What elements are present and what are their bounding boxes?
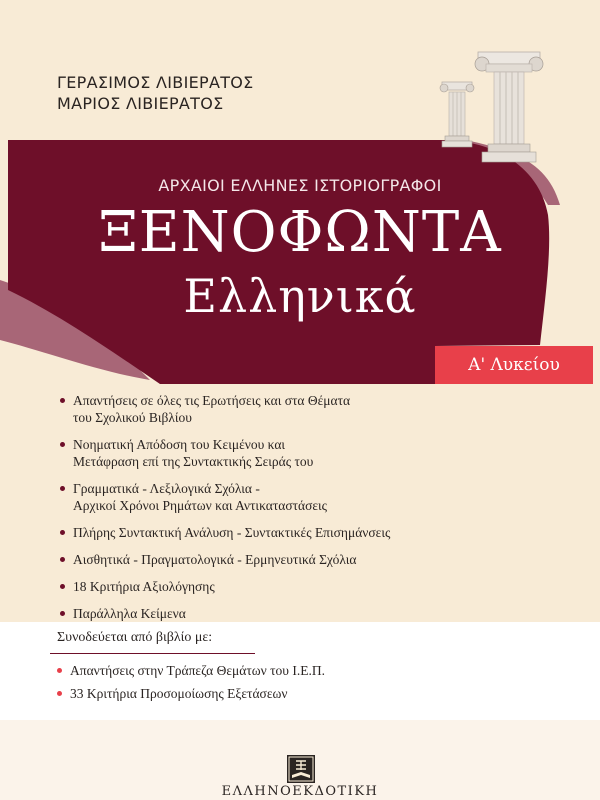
bullet-icon [60,486,65,491]
list-item [60,524,520,541]
feature-line: Πλήρης Συντακτική Ανάλυση - Συντακτικές Επισημάνσεις [73,525,391,540]
features-list [60,392,520,632]
book-subtitle: Ελληνικά [183,269,417,323]
feature-line: του Σχολικού Βιβλίου [73,410,192,425]
footer [0,720,600,800]
list-item [60,480,520,514]
companion-title: Συνοδεύεται από βιβλίο με: [57,630,213,645]
bullet-icon [57,691,62,696]
author-1: ΓΕΡΑΣΙΜΟΣ ΛΙΒΙΕΡΑΤΟΣ [57,73,254,92]
bullet-icon [60,442,65,447]
bullet-icon [60,557,65,562]
publisher-book-logo-icon [286,754,316,784]
list-item [57,662,325,679]
feature-line: Αισθητικά - Πραγματολογικά - Ερμηνευτικά Σχόλια [73,552,357,567]
list-item [60,578,520,595]
divider [50,653,255,654]
ionic-column-icon [432,42,552,174]
bullet-icon [60,584,65,589]
grade-label: Α' Λυκείου [468,355,560,375]
feature-line: 18 Κριτήρια Αξιολόγησης [73,579,215,594]
companion-box [0,622,600,720]
list-item [57,685,325,702]
publisher-name: ΕΛΛΗΝΟΕΚΔΟΤΙΚΗ [221,784,379,799]
series-title: ΑΡΧΑΙΟΙ ΕΛΛΗΝΕΣ ΙΣΤΟΡΙΟΓΡΑΦΟΙ [158,176,442,195]
list-item [60,392,520,426]
feature-line: Απαντήσεις σε όλες τις Ερωτήσεις και στα Θέματα [73,393,351,408]
feature-line: Αρχικοί Χρόνοι Ρημάτων και Αντικαταστάσεις [73,498,328,513]
bullet-icon [60,398,65,403]
feature-line: Παράλληλα Κείμενα [73,606,186,621]
companion-list [57,662,325,708]
book-title: ΞΕΝΟΦΩΝΤΑ [98,200,502,265]
companion-item: 33 Κριτήρια Προσομοίωσης Εξετάσεων [70,686,288,701]
list-item [60,605,520,622]
grade-badge [435,346,593,384]
bullet-icon [60,530,65,535]
author-2: ΜΑΡΙΟΣ ΛΙΒΙΕΡΑΤΟΣ [57,94,224,113]
bullet-icon [57,668,62,673]
bullet-icon [60,611,65,616]
list-item [60,551,520,568]
list-item [60,436,520,470]
feature-line: Μετάφραση επί της Συντακτικής Σειράς του [73,454,314,469]
feature-line: Γραμματικά - Λεξιλογικά Σχόλια - [73,481,260,496]
companion-item: Απαντήσεις στην Τράπεζα Θεμάτων του Ι.Ε.Π. [70,663,325,678]
feature-line: Νοηματική Απόδοση του Κειμένου και [73,437,286,452]
